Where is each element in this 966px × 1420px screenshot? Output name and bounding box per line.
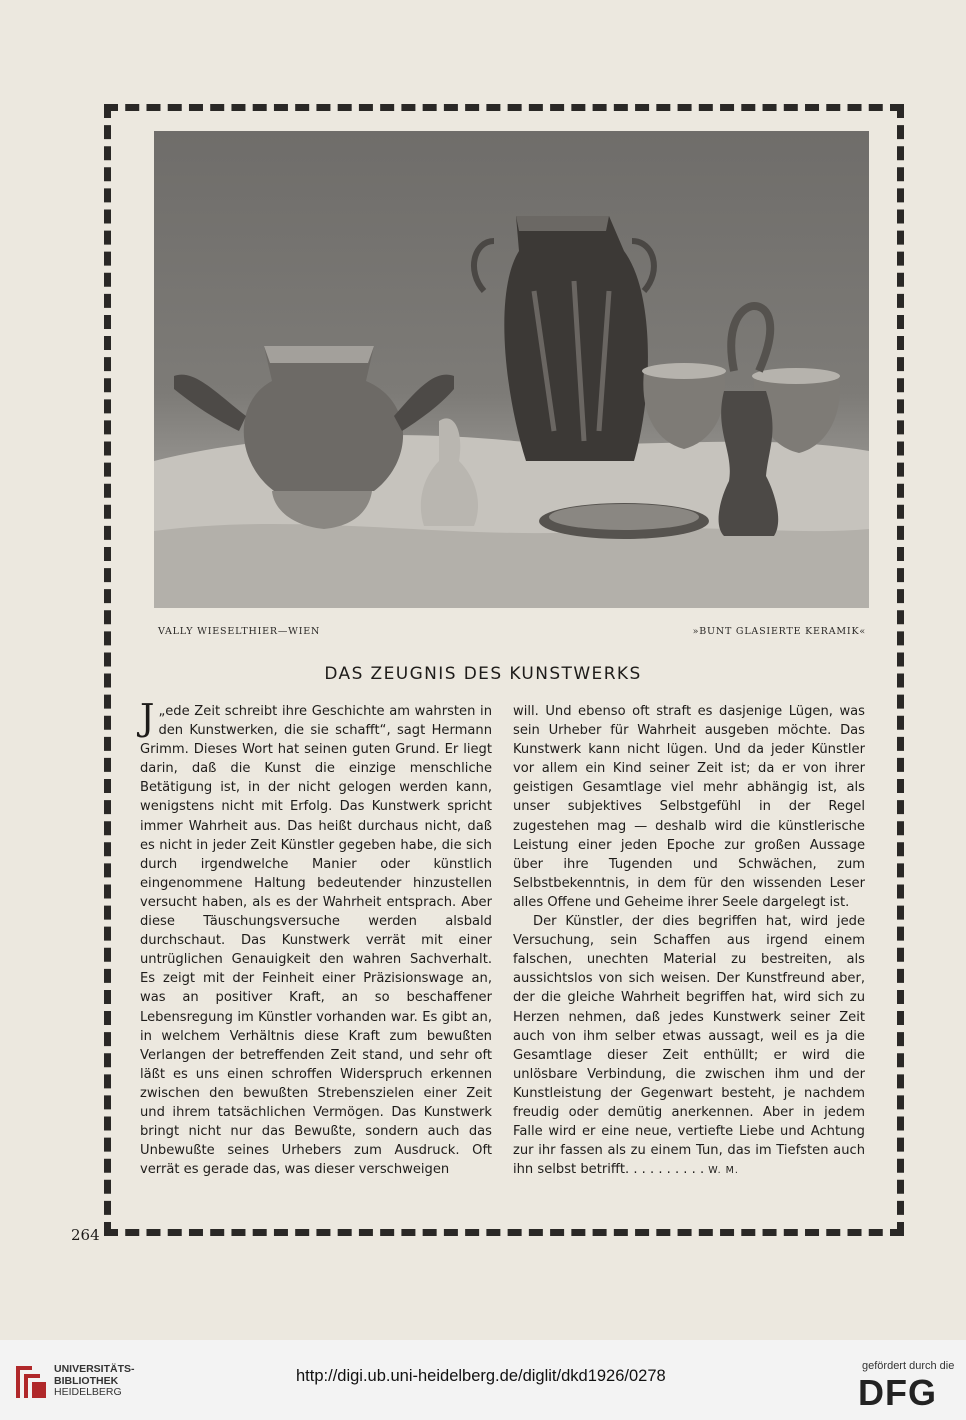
article-title: DAS ZEUGNIS DES KUNSTWERKS [324, 664, 642, 684]
article-paragraph [513, 912, 865, 1180]
digitization-footer [0, 1340, 966, 1420]
library-name-line: UNIVERSITÄTS- [54, 1363, 135, 1375]
funding-label: gefördert durch die [862, 1360, 955, 1372]
ceramics-photograph [154, 131, 869, 608]
ceramics-illustration [154, 131, 869, 608]
page-number: 264 [71, 1226, 100, 1244]
paragraph-text: „ede Zeit schreibt ihre Geschichte am wahrsten in den Kunstwerken, die sie schafft“, sagt Hermann Grimm. Dieses Wort hat seinen guten Grund. Er liegt darin, daß die Kunst die einzige menschliche Betätigung ist, in der nicht gelogen werden kann, wenigstens nicht mit Erfolg. Das Kunstwerk spricht immer Wahrheit aus. Das heißt durchaus nicht, daß es nicht in jeder Zeit Künstler gegeben habe, die sich durch irgendwelche Manier oder künstlich eingenommene Haltung bedeutender hinzustellen versucht haben, als es der Wahrheit entsprach. Aber diese Täuschungsversuche werden alsbald durchschaut. Das Kunstwerk verrät mit einer untrüglichen Genauigkeit den wahren Sachverhalt. Es zeigt mit der Feinheit einer Präzisionswage an, was an positiver Kraft, an so beschaffener Lebensregung im Künstler vorhanden war. Es gibt an, in welchem Verhältnis diese Kraft zum bewußten Verlangen der betreffenden Zeit stand, und sehr oft läßt es uns einen schroffen Widerspruch erkennen zwischen den bewußten Strebenszielen einer Zeit und ihrem tatsächlichen Vermögen. Das Kunstwerk bringt nicht nur das Bewußte, sondern auch das Unbewußte seines Urhebers zum Ausdruck. Oft verrät es gerade das, was dieser verschweigen [140, 704, 492, 1178]
article-column-left [140, 698, 492, 1179]
dfg-logo: DFG [858, 1372, 937, 1413]
author-signature: W. M. [708, 1165, 739, 1177]
library-name [54, 1364, 135, 1399]
library-name-line: BIBLIOTHEK [54, 1374, 119, 1387]
article-paragraph: will. Und ebenso oft straft es dasjenige Lügen, was sein Urheber für Wahrheit ausgeben möchte. Das Kunstwerk kann nicht lügen. Und da jeder Künstler vor allem ein Kind seiner Zeit ist; da er von ihrer geistigen Gesamtlage viel mehr abhängig ist, als unser subjektives Selbstgefühl in der Regel zugestehen mag — deshalb wird die künstlerische Leistung einer jeden Epoche zur großen Aussage über ihre Tugenden und Schwächen, zum Selbstbekenntnis, in dem für den wissenden Leser alles Offene und Geheime ihrer Seele dargelegt ist. [513, 704, 865, 910]
photo-caption-artist: VALLY WIESELTHIER—WIEN [158, 626, 321, 637]
paragraph-text: Der Künstler, der dies begriffen hat, wird jede Versuchung, sein Schaffen aus irgend einem falschen, unechten Material zu bestreiten, als aussichtslos von sich weisen. Der Kunstfreund aber, der die gleiche Wahrheit begriffen hat, wird sich zu Herzen nehmen, daß jedes Kunstwerk seiner Zeit auch von ihm selber etwas aussagt, weil es ja die Gesamtlage dieser Zeit enthüllt; er wird die unlösbare Verbindung, die zwischen ihm und der Kunstleistung der Gegenwart besteht, je nachdem freudig oder demütig anerkennen. Aber in jedem Falle wird er eine neue, vertiefte Liebe und Achtung zur ihr fassen als zu einem Tun, das im Tiefsten auch ihn selbst betrifft. . . . . . . . . . [513, 914, 865, 1178]
drop-cap: J [140, 698, 155, 739]
source-url-link[interactable]: http://digi.ub.uni-heidelberg.de/diglit/dkd1926/0278 [296, 1367, 666, 1385]
photo-caption-subject: »BUNT GLASIERTE KERAMIK« [692, 626, 866, 637]
article-paragraph [140, 698, 492, 1179]
library-name-line: HEIDELBERG [54, 1386, 122, 1398]
article-column-right [513, 702, 865, 1180]
university-library-logo-icon [12, 1362, 48, 1402]
